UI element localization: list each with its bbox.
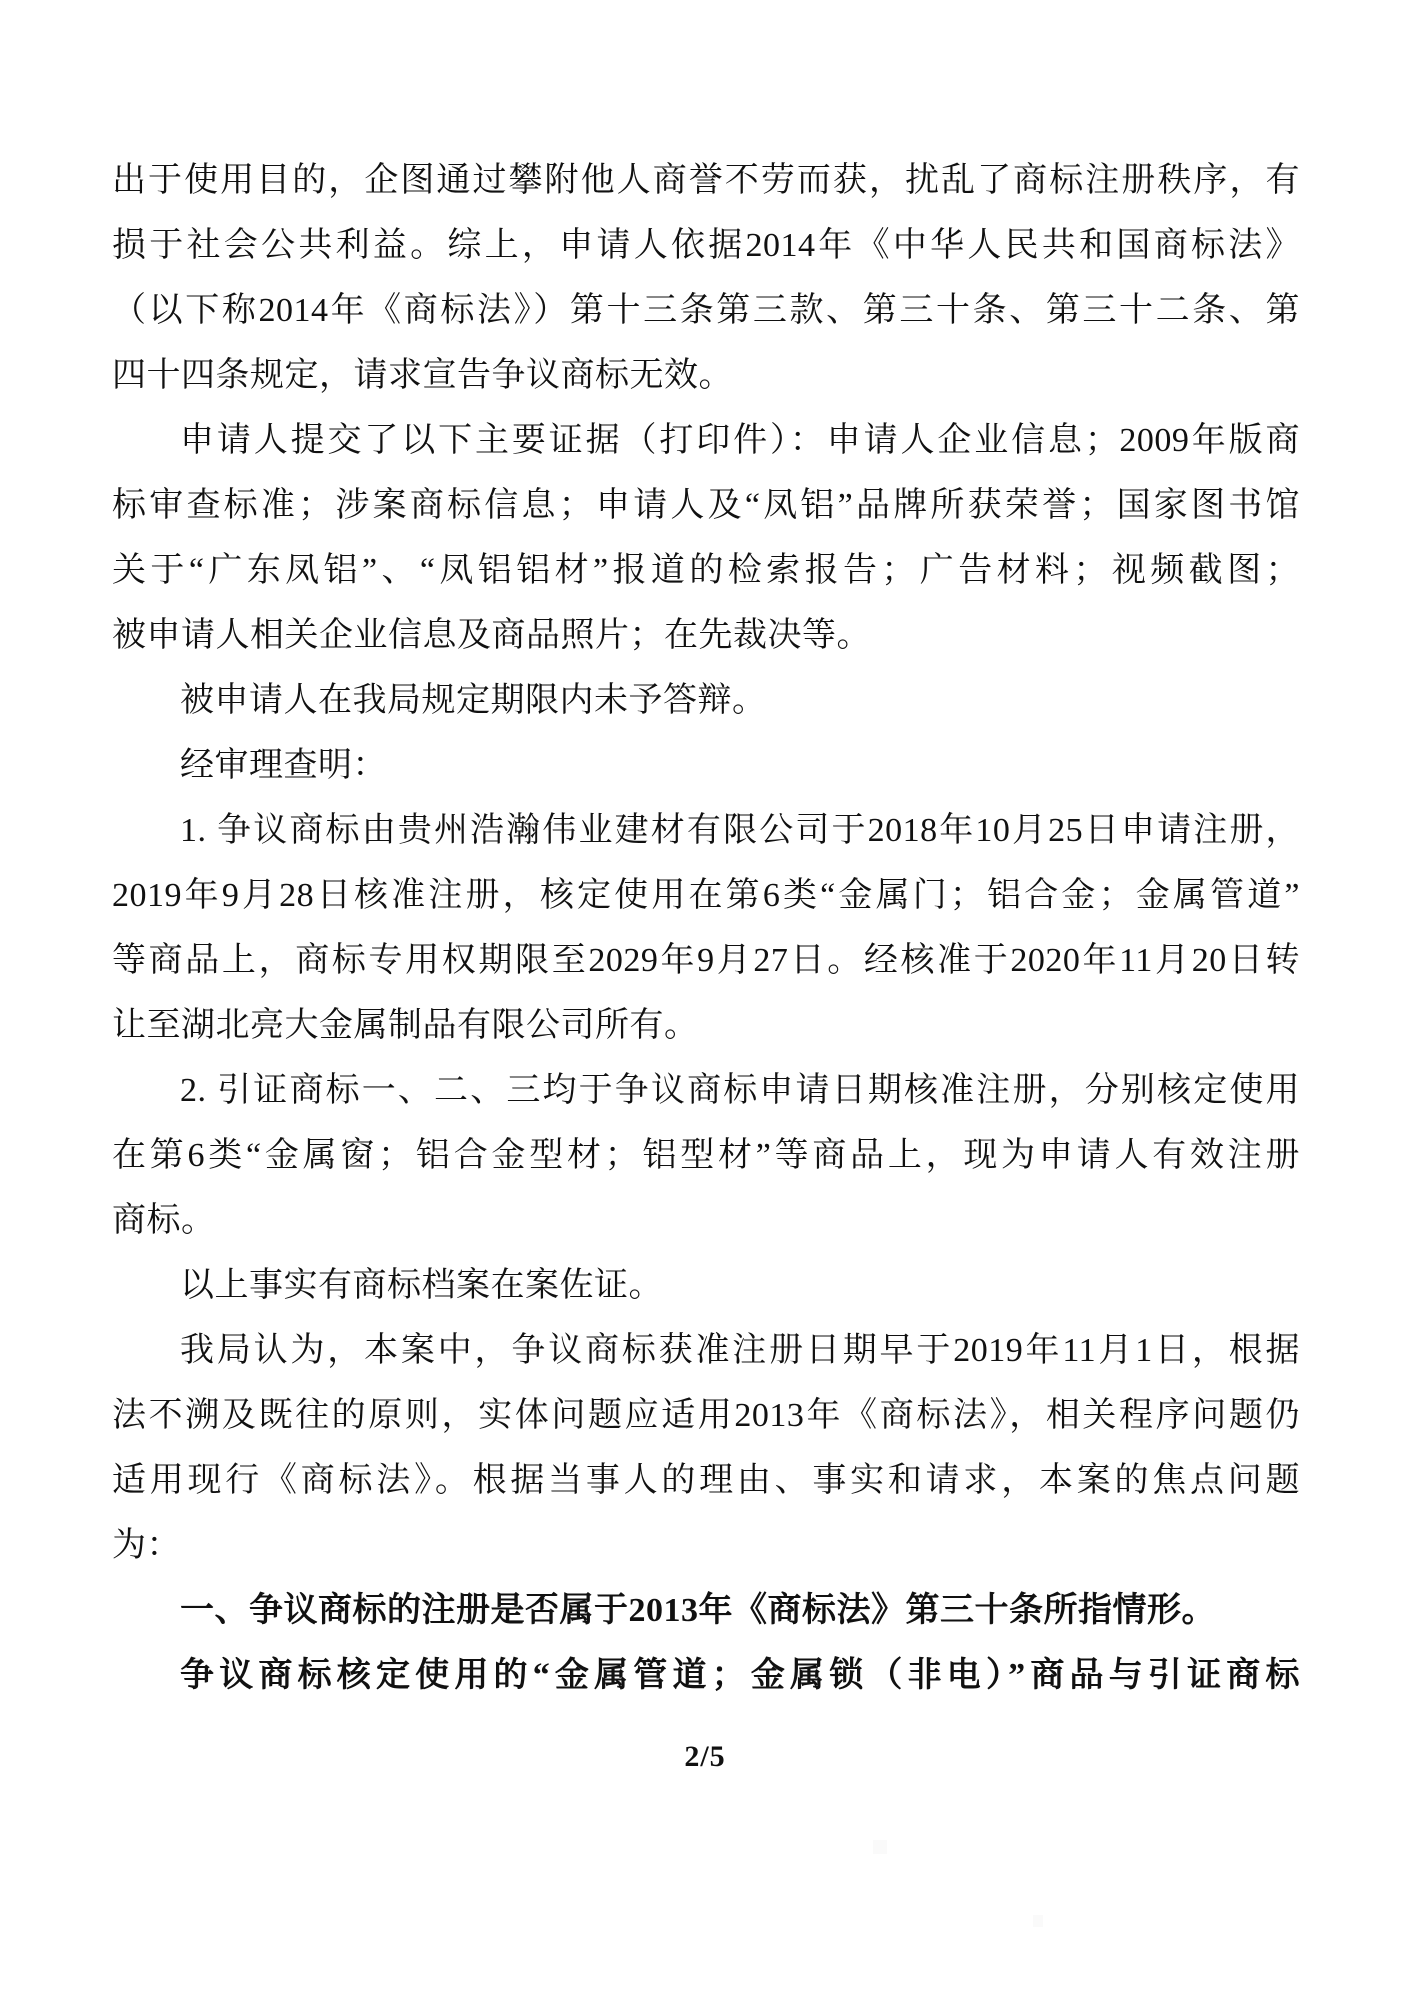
page-number: 2/5 bbox=[684, 1740, 726, 1773]
text-line: 经审理查明： bbox=[180, 747, 387, 784]
text-line: 出于使用目的，企图通过攀附他人商誉不劳而获，扰乱了商标注册秩序，有 bbox=[112, 162, 1300, 199]
text-line: 等商品上，商标专用权期限至2029年9月27日。经核准于2020年11月20日转 bbox=[112, 942, 1300, 979]
scan-artifact bbox=[1033, 1915, 1043, 1927]
text-line: 以上事实有商标档案在案佐证。 bbox=[180, 1267, 663, 1304]
text-line: 申请人提交了以下主要证据（打印件）：申请人企业信息；2009年版商 bbox=[180, 422, 1300, 459]
text-line: 被申请人相关企业信息及商品照片；在先裁决等。 bbox=[112, 617, 871, 654]
text-line: 适用现行《商标法》。根据当事人的理由、事实和请求，本案的焦点问题 bbox=[112, 1462, 1300, 1499]
document-body bbox=[112, 148, 1300, 1708]
text-line: 商标。 bbox=[112, 1202, 216, 1239]
text-line: 关于“广东凤铝”、“凤铝铝材”报道的检索报告；广告材料；视频截图； bbox=[112, 552, 1300, 589]
text-line: 为： bbox=[112, 1527, 181, 1564]
text-line: 被申请人在我局规定期限内未予答辩。 bbox=[180, 682, 767, 719]
text-line: 争议商标核定使用的“金属管道；金属锁（非电）”商品与引证商标 bbox=[180, 1657, 1300, 1694]
text-line: （以下称2014年《商标法》）第十三条第三款、第三十条、第三十二条、第 bbox=[112, 292, 1300, 329]
scan-artifact bbox=[873, 1840, 887, 1854]
text-line: 2. 引证商标一、二、三均于争议商标申请日期核准注册，分别核定使用 bbox=[180, 1072, 1300, 1109]
focus-issue-heading: 一、争议商标的注册是否属于2013年《商标法》第三十条所指情形。 bbox=[180, 1592, 1216, 1629]
text-line: 1. 争议商标由贵州浩瀚伟业建材有限公司于2018年10月25日申请注册， bbox=[180, 812, 1300, 849]
text-line: 让至湖北亮大金属制品有限公司所有。 bbox=[112, 1007, 699, 1044]
text-line: 我局认为，本案中，争议商标获准注册日期早于2019年11月1日，根据 bbox=[180, 1332, 1300, 1369]
text-line: 在第6类“金属窗；铝合金型材；铝型材”等商品上，现为申请人有效注册 bbox=[112, 1137, 1300, 1174]
text-line: 损于社会公共利益。综上，申请人依据2014年《中华人民共和国商标法》 bbox=[112, 227, 1300, 264]
text-line: 标审查标准；涉案商标信息；申请人及“凤铝”品牌所获荣誉；国家图书馆 bbox=[112, 487, 1300, 524]
text-line: 2019年9月28日核准注册，核定使用在第6类“金属门；铝合金；金属管道” bbox=[112, 877, 1300, 914]
text-line: 四十四条规定，请求宣告争议商标无效。 bbox=[112, 357, 733, 394]
text-line: 法不溯及既往的原则，实体问题应适用2013年《商标法》，相关程序问题仍 bbox=[112, 1397, 1300, 1434]
